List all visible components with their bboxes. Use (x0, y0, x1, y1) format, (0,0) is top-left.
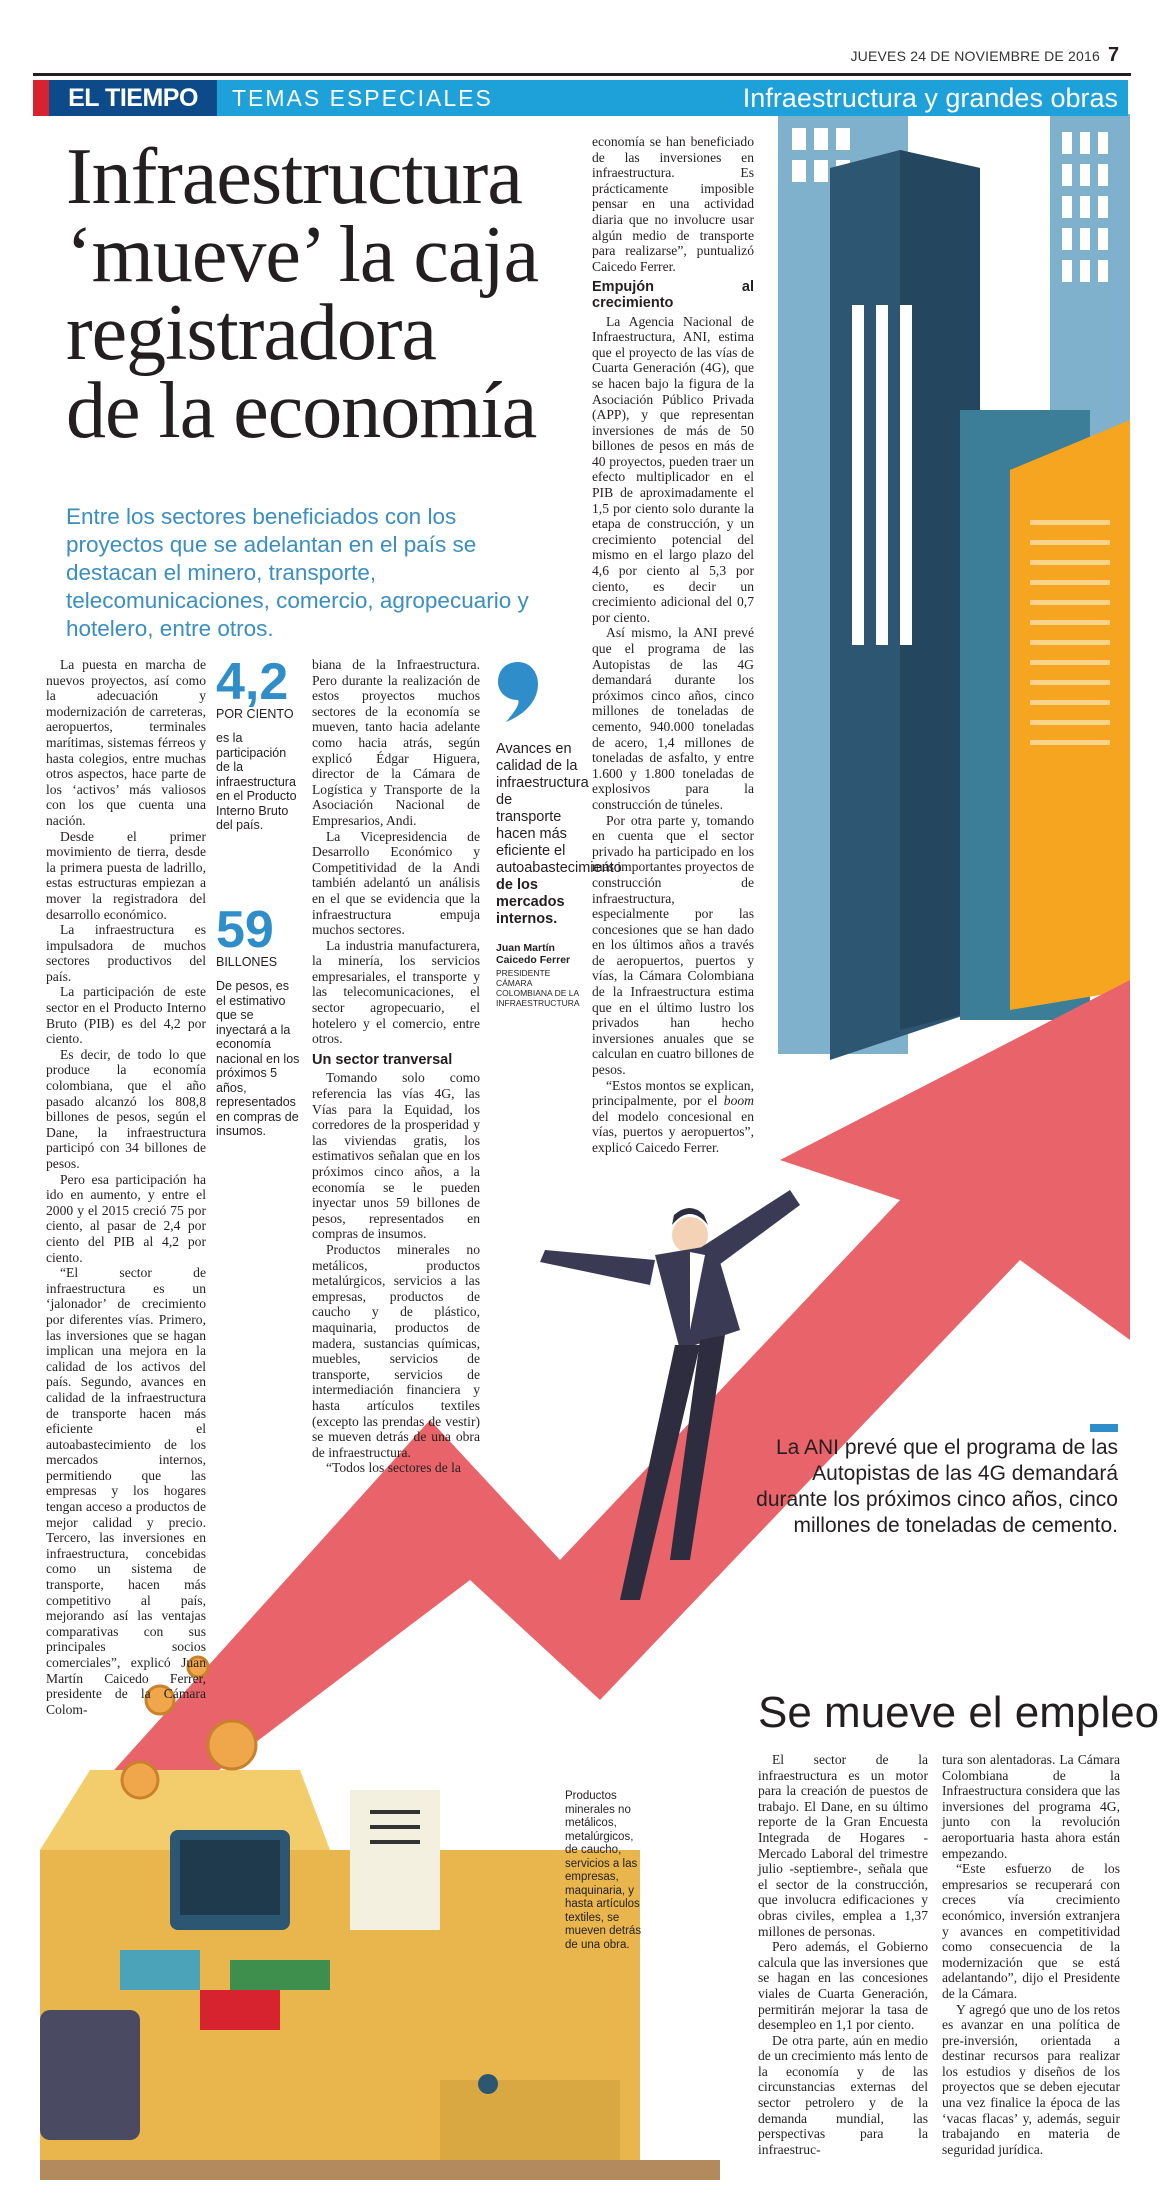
paragraph: La puesta en marcha de nuevos proyectos, así como la adecuación y modernización de carreteras, aeropuertos, terminales marítimas, sistemas férreos y hasta colegios, entre muchas otros aspectos, hace parte de los ‘activos’ más valiosos con los que cuenta una nación. (46, 657, 206, 828)
pull-quote: La ANI prevé que el programa de las Autopistas de las 4G demandará durante los próximos cinco años, cinco millones de toneladas de cemento. (756, 1436, 1118, 1537)
paragraph: “Todos los sectores de la (326, 1460, 461, 1476)
quote-author: Juan Martín Caicedo Ferrer (496, 942, 571, 966)
paragraph: Productos minerales no metálicos, productos metalúrgicos, servicios a las empresas, productos de caucho y de plástico, maquinaria, productos de madera, sustancias químicas, muebles, servicios de transporte, servicios de intermediación financiera y hasta artículos textiles (excepto las prendas de vestir) se mueven detrás de una obra de infraestructura. (312, 1241, 480, 1460)
paragraph: La Agencia Nacional de Infraestructura, ANI, estima que el proyecto de las vías de Cuarta Generación (4G), que se hacen bajo la figura de la Asociación Público Privada (APP), y que representan inversiones de más de 50 billones de pesos en más de 40 proyectos, pueden traer un efecto multiplicador en el PIB de aproximadamente el 1,5 por ciento solo durante la etapa de construcción, y un crecimiento potencial del mismo en el largo plazo del 4,6 por ciento al 5,3 por ciento, es decir un crecimiento adicional del 0,7 por ciento. (592, 313, 754, 625)
paragraph: Y agregó que uno de los retos es avanzar en una política de pre-inversión, orientada a destinar recursos para realizar los estudios y diseños de los proyectos que se deben ejecutar una vez finalice la época de las ‘vacas flacas’ y, además, seguir trabajando en materia de seguridad jurídica. (942, 2001, 1120, 2157)
header-rule (33, 73, 1131, 76)
subhead: Un sector tranversal (312, 1051, 453, 1068)
sidebar-column-1 (758, 1752, 928, 2157)
quote-text: Avances en calidad de la infraestructura de transporte hacen más eficiente el autoabastecimiento (496, 741, 622, 876)
paragraph-text: “Estos montos se explican, principalmente, por el (592, 1077, 754, 1109)
quote-mark-icon (496, 660, 540, 724)
stat-text: De pesos, es el estimativo que se inyectará a la economía nacional en los próximos 5 años, representados en compras de insumos. (216, 979, 300, 1138)
quote-block (496, 660, 622, 1008)
headline (66, 133, 586, 455)
stat-block-billions (216, 901, 300, 1139)
paragraph: La infraestructura es impulsadora de muchos sectores productivos del país. (46, 922, 206, 984)
stat-block-percent (216, 653, 300, 833)
paragraph: Pero esa participación ha ido en aumento, y entre el 2000 y el 2015 creció 75 por ciento, al pasar de 2,4 por ciento del PIB al 4,2 por ciento. (46, 1171, 206, 1265)
quote-role: PRESIDENTE CÁMARA COLOMBIANA DE LA INFRAESTRUCTURA (496, 968, 580, 1008)
paragraph: biana de la Infraestructura. Pero durante la realización de estos proyectos muchos sectores de la economía se mueven, tanto hacia adelante como hacia atrás, según explicó Édgar Higuera, director de la Cámara de Logística y Transporte de la Asociación Nacional de Empresarios, Andi. (312, 657, 480, 828)
paragraph-text: del modelo concesional en vías, puertos y aeropuertos”, explicó Caicedo Ferrer. (592, 1108, 754, 1155)
pull-quote-marker (1090, 1424, 1118, 1432)
stat-text: es la participación de la infraestructura en el Producto Interno Bruto del país. (216, 731, 297, 832)
issue-date: JUEVES 24 DE NOVIEMBRE DE 2016 (850, 48, 1100, 64)
paragraph: La industria manufacturera, la minería, los servicios empresariales, el transporte y las telecomunicaciones, el sector agropecuario, el hotelero y el comercio, entre otros. (312, 937, 480, 1047)
newspaper-logo: EL TIEMPO (49, 80, 217, 116)
paragraph: La participación de este sector en el Producto Interno Bruto (PIB) es del 4,2 por ciento. (46, 984, 206, 1047)
headline-line: ‘mueve’ la caja (66, 211, 539, 299)
paragraph: De otra parte, aún en medio de un crecimiento más lento de la economía y de las circunstancias externas del sector petrolero y de la demanda mundial, las perspectivas para la infraestruc- (758, 2032, 928, 2157)
paragraph: Por otra parte y, tomando en cuenta que el sector privado ha participado en los más importantes proyectos de construcción de infraestructura, especialmente por las concesiones que se han dado en los últimos años a través de aeropuertos, puertos y vías, la Cámara Colombiana de la Infraestructura estima que en el último lustro los privados han hecho inversiones anuales que se calculan en cuatro billones de pesos. (592, 812, 754, 1078)
headline-line: registradora (66, 289, 437, 377)
paragraph: “Este esfuerzo de los empresarios se recuperará con creces vía crecimiento económico, inversión extranjera y avances en competitividad como consecuencia de la modernización que se está adelantando”, dijo el Presidente de la Cámara. (942, 1861, 1120, 2001)
sidebar-title: Se mueve el empleo (758, 1688, 1160, 1737)
headline-line: Infraestructura (66, 133, 522, 221)
sidebar-column-2 (942, 1752, 1120, 2157)
receipt-icon (350, 1790, 440, 1930)
paragraph: Desde el primer movimiento de tierra, desde la primera puesta de ladrillo, estas estructuras empiezan a mover la registradora del desarrollo económico. (46, 828, 206, 922)
article-column-4 (592, 134, 754, 1156)
paragraph: Pero además, el Gobierno calcula que las inversiones que se hagan en las concesiones viales de Cuarta Generación, permitirán mejorar la tasa de desempleo en 1,1 por ciento. (758, 1939, 928, 2033)
stat-number: 4,2 (216, 653, 289, 711)
quote-text-bold: de los mercados internos. (496, 877, 565, 927)
paragraph: tura son alentadoras. La Cámara Colombiana de la Infraestructura considera que las inversiones del programa 4G, junto con la revolución aeroportuaria hasta ahora están empezando. (942, 1752, 1120, 1861)
paragraph: La Vicepresidencia de Desarrollo Económico y Competitividad de la Andi también adelantó un análisis en el que se evidencia que la infraestructura empuja muchos sectores. (312, 828, 480, 938)
topic-name: Infraestructura y grandes obras (742, 83, 1118, 113)
subhead: Empujón al crecimiento (592, 279, 754, 311)
paragraph: Tomando solo como referencia las vías 4G, las Vías para la Equidad, los corredores de la prosperidad y las viviendas gratis, los estimativos señalan que en los próximos cinco años, a la economía se le pueden inyectar unos 59 billones de pesos, representados en compras de insumos. (312, 1070, 480, 1242)
deck: Entre los sectores beneficiados con los proyectos que se adelantan en el país se destacan el minero, transporte, telecomunicaciones, comercio, agropecuario y hotelero, entre otros. (66, 504, 529, 641)
stat-unit: POR CIENTO (216, 707, 294, 721)
paragraph: Es decir, de todo lo que produce la economía colombiana, que el año pasado alcanzó los 808,8 billones de pesos, según el Dane, la infraestructura participó con 34 billones de pesos. (46, 1046, 206, 1171)
section-band-accent (33, 80, 49, 116)
paragraph: Así mismo, la ANI prevé que el programa de las Autopistas de las 4G demandará durante los próximos cinco años, cinco millones de toneladas de cemento, 940.000 toneladas de acero, 1,4 millones de toneladas de asfalto, y entre 1.600 y 1.800 toneladas de explosivos para la construcción de túneles. (592, 625, 754, 812)
section-name: TEMAS ESPECIALES (232, 85, 493, 111)
headline-line: de la economía (66, 367, 537, 455)
paragraph: El sector de la infraestructura es un motor para la creación de puestos de trabajo. El Dane, en su último reporte de la Gran Encuesta Integrada de Hogares - Mercado Laboral del trimestre julio -septiembre-, señala que el sector de la construcción, que involucra edificaciones y obras civiles, emplea a 1,37 millones de personas. (758, 1752, 928, 1939)
article-column-1 (46, 657, 206, 1717)
page-number: 7 (1108, 44, 1120, 66)
paragraph: “El sector de infraestructura es un ‘jalonador’ de crecimiento por diferentes vías. Primero, las inversiones que se hagan implican una mejora en la calidad de los activos del país. Segundo, avances en calidad de la infraestructura de transporte hacen más eficiente el autoabastecimiento de los mercados internos, permitiendo que las empresas y los hogares tengan acceso a productos de mejor calidad y precio. Tercero, las inversiones en infraestructura, concebidas como un sistema de transporte, hacen más competitivo al país, mejorando así las ventajas comparativas con sus principales socios comerciales”, explicó Juan Martín Caicedo Ferrer, presidente de la Cámara Colom- (46, 1265, 206, 1717)
illustration-caption: Productos minerales no metálicos, metalúrgicos, de caucho, servicios a las empresas, maquinaria, y hasta artículos textiles, se mueven detrás de una obra. (565, 1790, 642, 1951)
paragraph (592, 1078, 754, 1156)
paragraph: economía se han beneficiado de las inversiones en infraestructura. Es prácticamente imposible pensar en una actividad diaria que no involucre usar algún medio de transporte para realizarse”, puntualizó Caicedo Ferrer. (592, 134, 754, 274)
article-column-3 (312, 657, 480, 1476)
emphasis: boom (723, 1093, 754, 1109)
stat-number: 59 (216, 901, 274, 959)
stat-unit: BILLONES (216, 955, 278, 969)
